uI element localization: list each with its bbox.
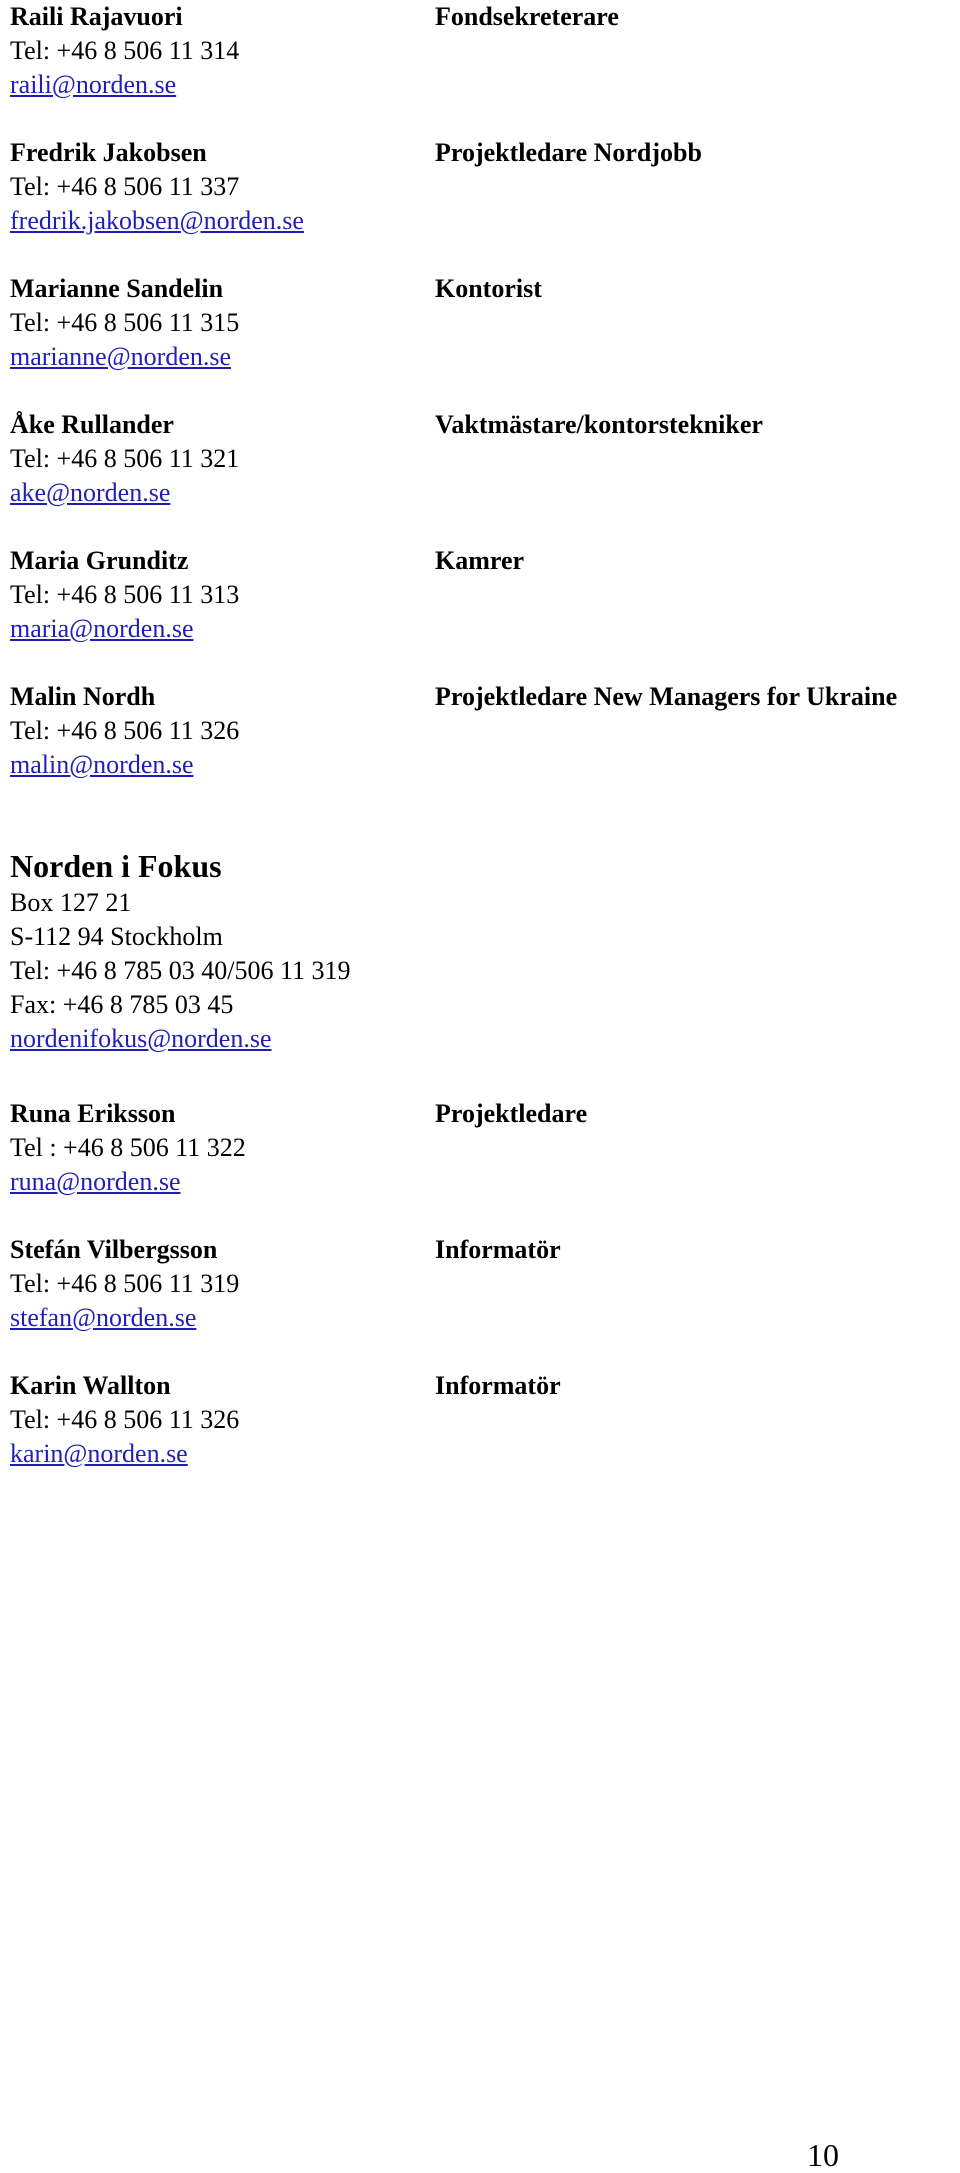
contact-name: Runa Eriksson [10,1099,176,1128]
contact-entry [10,0,950,102]
contact-role: Projektledare [435,1099,588,1128]
contact-phone: Tel: +46 8 506 11 314 [10,36,240,65]
contact-phone: Tel: +46 8 506 11 313 [10,580,240,609]
contact-role: Projektledare New Managers for Ukraine [435,682,898,711]
contact-role: Fondsekreterare [435,2,619,31]
fokus-contact-list [10,1097,950,1471]
contact-phone: Tel: +46 8 506 11 337 [10,172,240,201]
contact-name: Stefán Vilbergsson [10,1235,218,1264]
contact-name: Karin Wallton [10,1371,171,1400]
section-title: Norden i Fokus [10,848,222,884]
contact-email-link[interactable]: marianne@norden.se [10,342,232,371]
contact-phone: Tel : +46 8 506 11 322 [10,1133,246,1162]
contact-role: Kontorist [435,274,542,303]
page-number: 10 [807,2137,839,2173]
contact-role: Vaktmästare/kontorstekniker [435,410,763,439]
contact-phone: Tel: +46 8 506 11 315 [10,308,240,337]
section-phone: Tel: +46 8 785 03 40/506 11 319 [10,956,351,985]
contact-email-link[interactable]: malin@norden.se [10,750,194,779]
contact-role: Projektledare Nordjobb [435,138,702,167]
contact-entry [10,1233,950,1335]
contact-role: Informatör [435,1235,561,1264]
section-email-link[interactable]: nordenifokus@norden.se [10,1024,272,1053]
contact-entry [10,1097,950,1199]
contact-email-link[interactable]: maria@norden.se [10,614,194,643]
contact-phone: Tel: +46 8 506 11 319 [10,1269,240,1298]
contact-entry [10,1369,950,1471]
contact-entry [10,136,950,238]
contact-entry [10,544,950,646]
section-address-line-1: Box 127 21 [10,888,132,917]
contact-email-link[interactable]: raili@norden.se [10,70,177,99]
contact-role: Informatör [435,1371,561,1400]
contact-name: Fredrik Jakobsen [10,138,207,167]
contact-name: Malin Nordh [10,682,156,711]
contact-entry [10,272,950,374]
section-address-line-2: S-112 94 Stockholm [10,922,223,951]
contact-phone: Tel: +46 8 506 11 321 [10,444,240,473]
staff-contact-list [10,0,950,782]
contact-email-link[interactable]: ake@norden.se [10,478,171,507]
contact-email-link[interactable]: karin@norden.se [10,1439,188,1468]
contact-name: Åke Rullander [10,410,174,439]
contact-entry [10,680,950,782]
contact-email-link[interactable]: stefan@norden.se [10,1303,197,1332]
section-fax: Fax: +46 8 785 03 45 [10,990,234,1019]
contact-name: Maria Grunditz [10,546,189,575]
contact-phone: Tel: +46 8 506 11 326 [10,1405,240,1434]
contact-email-link[interactable]: fredrik.jakobsen@norden.se [10,206,304,235]
norden-i-fokus-section [10,846,950,1056]
contact-role: Kamrer [435,546,525,575]
contact-entry [10,408,950,510]
contact-name: Marianne Sandelin [10,274,224,303]
contact-email-link[interactable]: runa@norden.se [10,1167,181,1196]
contact-name: Raili Rajavuori [10,2,183,31]
contact-phone: Tel: +46 8 506 11 326 [10,716,240,745]
